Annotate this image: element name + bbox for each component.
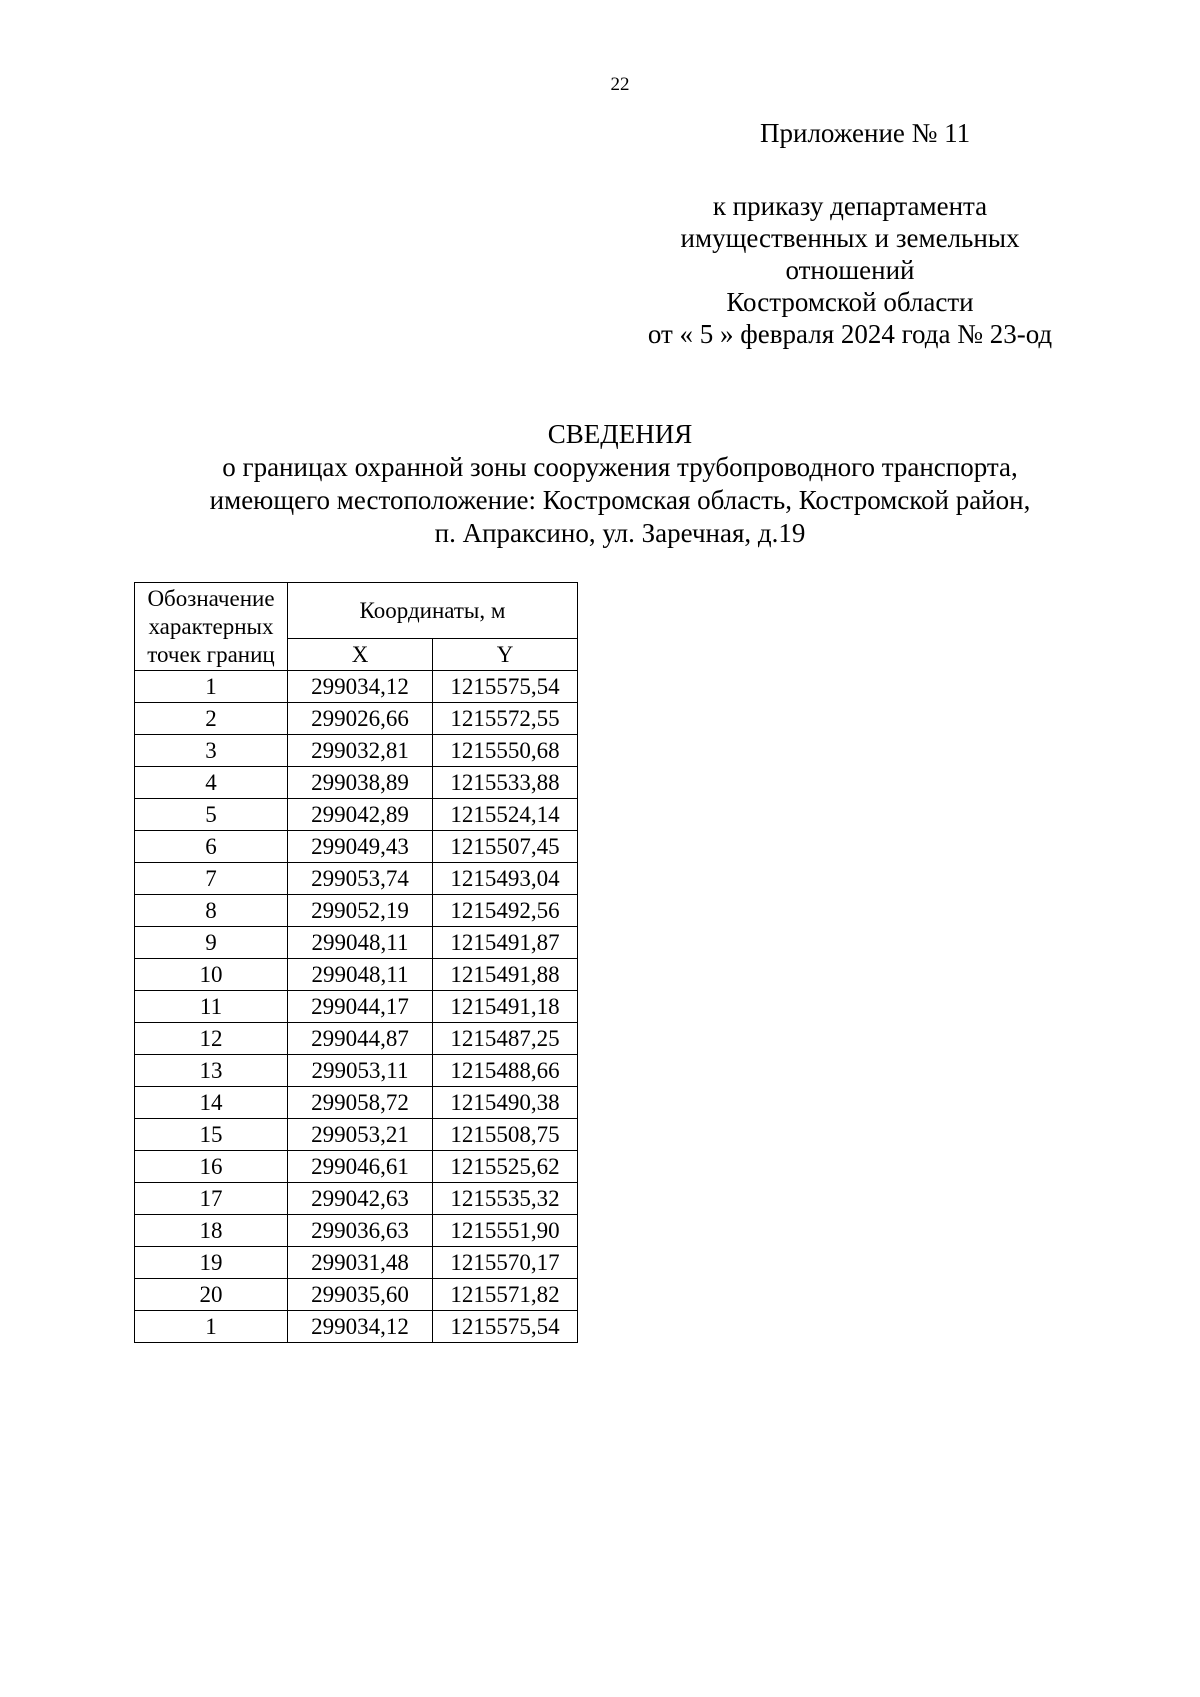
y-cell: 1215508,75 [433,1119,578,1151]
y-cell: 1215535,32 [433,1183,578,1215]
x-cell: 299048,11 [288,927,433,959]
table-row [135,767,578,799]
document-subtitle-line: о границах охранной зоны сооружения трубопроводного транспорта, [222,452,1018,482]
table-row [135,831,578,863]
table-row [135,1247,578,1279]
order-reference-line: имущественных и земельных [680,223,1020,253]
document-subtitle-line: имеющего местоположение: Костромская область, Костромской район, [209,485,1031,515]
point-cell: 1 [135,1311,288,1343]
y-cell: 1215507,45 [433,831,578,863]
x-cell: 299032,81 [288,735,433,767]
table-row [135,959,578,991]
table-row [135,735,578,767]
x-cell: 299052,19 [288,895,433,927]
table-row [135,863,578,895]
y-cell: 1215488,66 [433,1055,578,1087]
order-reference-line: отношений [785,255,915,285]
point-column-header [135,583,288,671]
coordinates-table [134,582,578,1343]
table-row [135,671,578,703]
point-cell: 14 [135,1087,288,1119]
y-cell: 1215551,90 [433,1215,578,1247]
table-row [135,703,578,735]
y-cell: 1215491,18 [433,991,578,1023]
point-cell: 15 [135,1119,288,1151]
order-reference-line: Костромской области [726,287,974,317]
y-cell: 1215533,88 [433,767,578,799]
y-cell: 1215493,04 [433,863,578,895]
table-row [135,1183,578,1215]
table-row [135,799,578,831]
x-cell: 299053,74 [288,863,433,895]
point-cell: 4 [135,767,288,799]
table-row [135,1151,578,1183]
point-cell: 11 [135,991,288,1023]
point-cell: 12 [135,1023,288,1055]
table-row [135,895,578,927]
y-cell: 1215487,25 [433,1023,578,1055]
table-row [135,1087,578,1119]
y-cell: 1215491,87 [433,927,578,959]
order-reference [640,190,1060,350]
table-header-row [135,583,578,639]
x-cell: 299042,89 [288,799,433,831]
y-cell: 1215570,17 [433,1247,578,1279]
table-body [135,671,578,1343]
point-cell: 2 [135,703,288,735]
table-row [135,1311,578,1343]
table-row [135,1055,578,1087]
y-cell: 1215524,14 [433,799,578,831]
table-row [135,991,578,1023]
appendix-title: Приложение № 11 [760,118,971,148]
x-cell: 299042,63 [288,1183,433,1215]
x-cell: 299053,21 [288,1119,433,1151]
order-reference-line: к приказу департамента [712,191,988,221]
y-cell: 1215575,54 [433,1311,578,1343]
table-row [135,1023,578,1055]
coordinates-column-header: Координаты, м [288,583,578,639]
y-cell: 1215525,62 [433,1151,578,1183]
table-row [135,1279,578,1311]
x-cell: 299048,11 [288,959,433,991]
point-cell: 8 [135,895,288,927]
x-cell: 299038,89 [288,767,433,799]
x-cell: 299026,66 [288,703,433,735]
y-cell: 1215572,55 [433,703,578,735]
point-cell: 18 [135,1215,288,1247]
order-reference-line: от « 5 » февраля 2024 года № 23-од [647,319,1053,349]
point-cell: 16 [135,1151,288,1183]
point-cell: 9 [135,927,288,959]
table-row [135,1215,578,1247]
table-row [135,927,578,959]
y-cell: 1215491,88 [433,959,578,991]
point-header-line: характерных [148,613,274,639]
x-cell: 299035,60 [288,1279,433,1311]
point-cell: 1 [135,671,288,703]
y-column-header: Y [433,639,578,671]
point-header-line: Обозначение [147,585,275,611]
y-cell: 1215571,82 [433,1279,578,1311]
x-cell: 299046,61 [288,1151,433,1183]
x-cell: 299036,63 [288,1215,433,1247]
point-cell: 3 [135,735,288,767]
x-cell: 299044,17 [288,991,433,1023]
y-cell: 1215490,38 [433,1087,578,1119]
point-cell: 13 [135,1055,288,1087]
point-cell: 10 [135,959,288,991]
point-cell: 6 [135,831,288,863]
y-cell: 1215550,68 [433,735,578,767]
point-cell: 20 [135,1279,288,1311]
y-cell: 1215575,54 [433,671,578,703]
x-cell: 299034,12 [288,1311,433,1343]
x-cell: 299044,87 [288,1023,433,1055]
x-cell: 299053,11 [288,1055,433,1087]
x-cell: 299034,12 [288,671,433,703]
point-cell: 7 [135,863,288,895]
document-title: СВЕДЕНИЯ [547,419,693,449]
table-row [135,1119,578,1151]
point-cell: 19 [135,1247,288,1279]
x-cell: 299031,48 [288,1247,433,1279]
x-cell: 299058,72 [288,1087,433,1119]
point-cell: 5 [135,799,288,831]
document-subtitle-line: п. Апраксино, ул. Заречная, д.19 [434,518,806,548]
y-cell: 1215492,56 [433,895,578,927]
point-header-line: точек границ [147,641,275,667]
x-column-header: X [288,639,433,671]
point-cell: 17 [135,1183,288,1215]
page-number: 22 [610,74,630,95]
x-cell: 299049,43 [288,831,433,863]
document-heading [100,418,1140,550]
